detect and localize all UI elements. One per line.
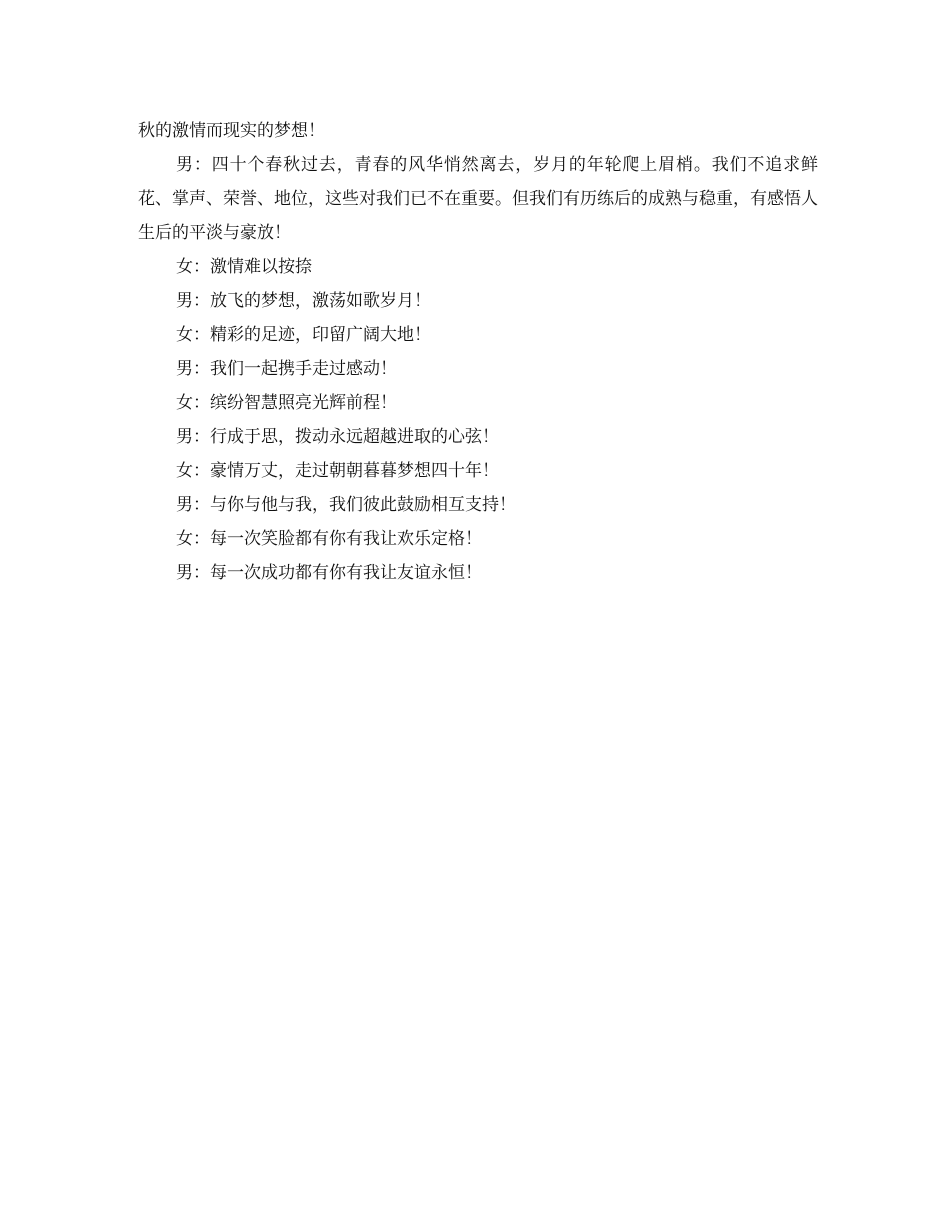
document-body bbox=[138, 114, 818, 590]
paragraph-female-line: 女：豪情万丈，走过朝朝暮暮梦想四十年！ bbox=[176, 461, 499, 481]
paragraph-male-line: 男：我们一起携手走过感动！ bbox=[176, 359, 397, 379]
paragraph-female-line: 女：每一次笑脸都有你有我让欢乐定格！ bbox=[176, 529, 482, 549]
paragraph-male-line: 男：四十个春秋过去，青春的风华悄然离去，岁月的年轮爬上眉梢。我们不追求鲜花、掌声、荣誉、地位，这些对我们已不在重要。但我们有历练后的成熟与稳重，有感悟人生后的平淡与豪放！ bbox=[138, 155, 818, 243]
paragraph-male-line: 男：放飞的梦想，激荡如歌岁月！ bbox=[176, 291, 431, 311]
paragraph-male-line: 男：与你与他与我，我们彼此鼓励相互支持！ bbox=[176, 495, 516, 515]
paragraph-continuation: 秋的激情而现实的梦想！ bbox=[138, 121, 325, 141]
paragraph-female-line: 女：激情难以按捺 bbox=[176, 257, 312, 277]
paragraph-female-line: 女：精彩的足迹，印留广阔大地！ bbox=[176, 325, 431, 345]
paragraph-male-line: 男：行成于思，拨动永远超越进取的心弦！ bbox=[176, 427, 499, 447]
paragraph-female-line: 女：缤纷智慧照亮光辉前程！ bbox=[176, 393, 397, 413]
paragraph-male-line: 男：每一次成功都有你有我让友谊永恒！ bbox=[176, 563, 482, 583]
